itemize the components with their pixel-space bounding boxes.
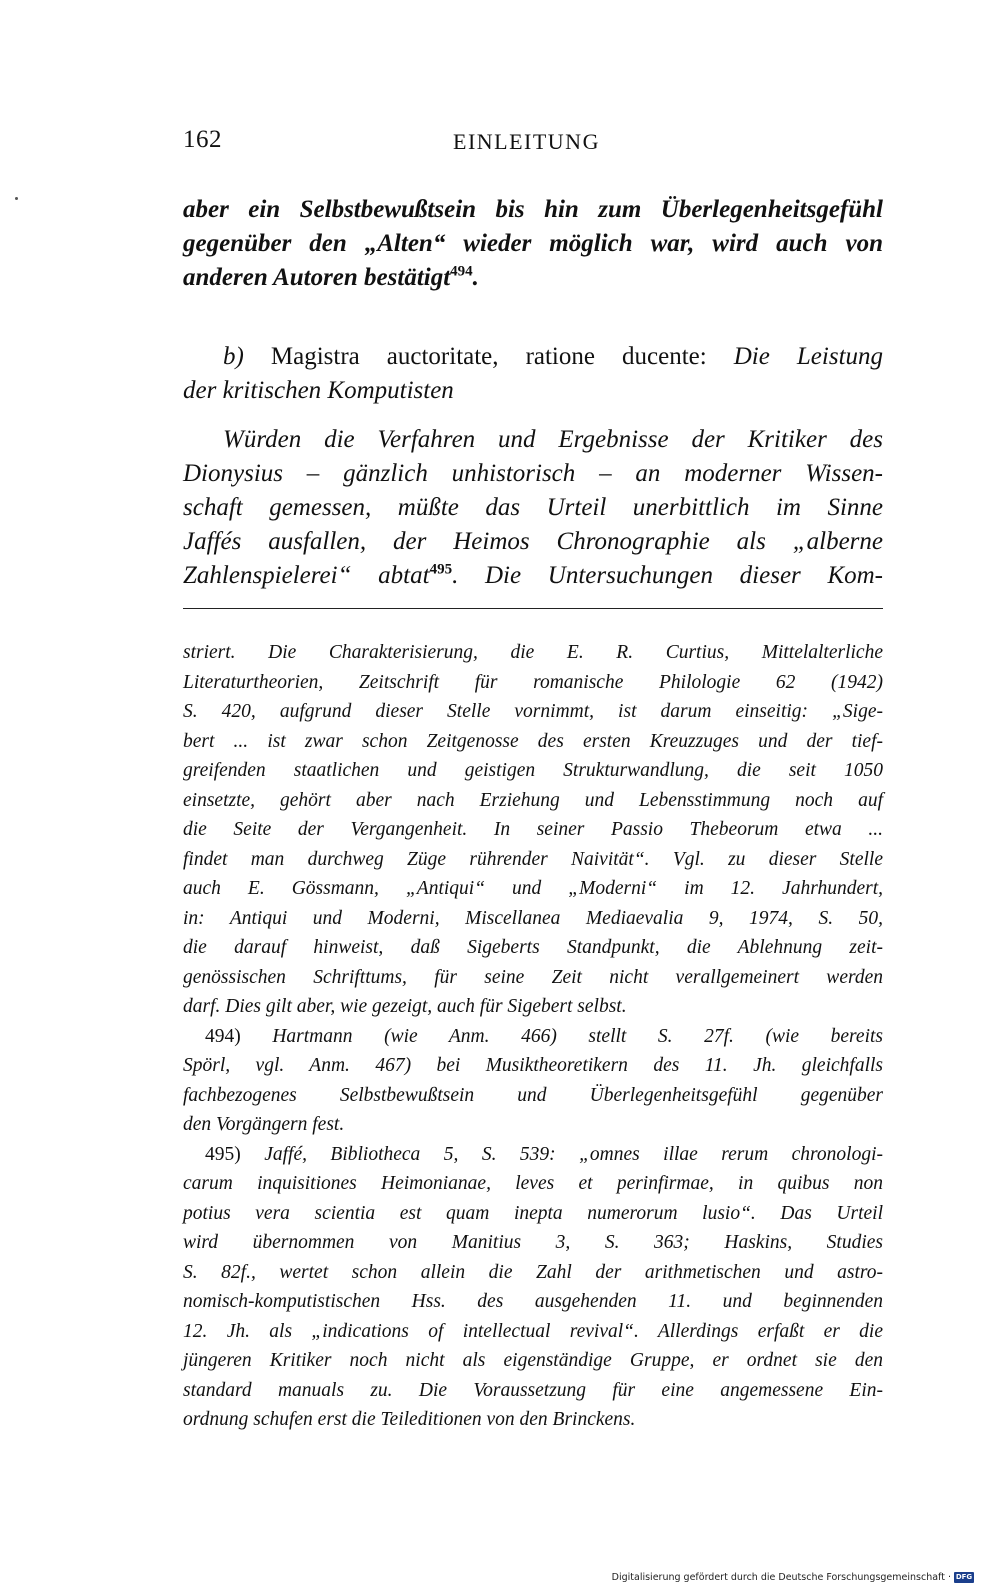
footnote-line: S. 420, aufgrund dieser Stelle vornimmt, ist darum einseitig: „Sige- <box>183 701 883 722</box>
footnote-line: Literaturtheorien, Zeitschrift für romanische Philologie 62 (1942) <box>183 671 883 693</box>
intro-line: aber ein Selbstbewußtsein bis hin zum Überlegenheitsgefühl <box>183 196 883 223</box>
footnote-line: den Vorgängern fest. <box>183 1114 345 1135</box>
credit-text: Digitalisierung gefördert durch die Deutsche Forschungsgemeinschaft · <box>611 1572 951 1583</box>
main-line: Jaffés ausfallen, der Heimos Chronographie als „alberne <box>183 528 883 555</box>
footnote-line: striert. Die Charakterisierung, die E. R. Curtius, Mittelalterliche <box>183 642 883 663</box>
footnote-line: S. 82f., wertet schon allein die Zahl der arithmetischen und astro- <box>183 1261 883 1283</box>
footnote-first-text: Jaffé, Bibliotheca 5, S. 539: „omnes illae rerum chronologi- <box>264 1143 884 1165</box>
footnote-line: Spörl, vgl. Anm. 467) bei Musiktheoretikern des 11. Jh. gleichfalls <box>183 1055 883 1076</box>
footnote-separator <box>183 608 883 609</box>
footnote-number: 494) <box>205 1025 241 1047</box>
footnote-line: einsetzte, gehört aber nach Erziehung und Lebensstimmung noch auf <box>183 789 883 811</box>
footnote-line: in: Antiqui und Moderni, Miscellanea Mediaevalia 9, 1974, S. 50, <box>183 907 883 929</box>
footnote-line: carum inquisitiones Heimonianae, leves et perinfirmae, in quibus non <box>183 1173 883 1194</box>
footnote-line: genössischen Schrifttums, für seine Zeit nicht verallgemeinert werden <box>183 966 883 988</box>
section-title-german-continued: der kritischen Komputisten <box>183 377 454 404</box>
intro-line: gegenüber den „Alten“ wieder möglich war, wird auch von <box>183 230 883 257</box>
main-line: Würden die Verfahren und Ergebnisse der Kritiker des <box>223 426 883 453</box>
footnote-line: wird übernommen von Manitius 3, S. 363; Haskins, Studies <box>183 1232 883 1253</box>
scan-speck <box>15 197 18 200</box>
dfg-logo-icon: DFG <box>955 1573 973 1581</box>
footnote-line: greifenden staatlichen und geistigen Strukturwandlung, die seit 1050 <box>183 760 883 781</box>
main-line <box>183 559 883 593</box>
footnote-line: 12. Jh. als „indications of intellectual revival“. Allerdings erfaßt er die <box>183 1320 883 1342</box>
footnote-line <box>183 1022 883 1052</box>
page-number: 162 <box>183 126 222 153</box>
digitization-credit <box>612 1572 974 1583</box>
section-heading <box>183 340 883 408</box>
section-title-latin: Magistra auctoritate, ratione ducente: <box>270 343 707 370</box>
footnote-line: darf. Dies gilt aber, wie gezeigt, auch für Sigebert selbst. <box>183 996 627 1017</box>
footnote-494 <box>183 1022 883 1140</box>
intro-paragraph <box>183 193 883 295</box>
main-line: Dionysius – gänzlich unhistorisch – an moderner Wissen- <box>183 460 883 487</box>
section-label: b) <box>223 343 244 370</box>
footnote-line: die darauf hinweist, daß Sigeberts Standpunkt, die Ablehnung zeit- <box>183 937 883 958</box>
footnote-ref-495: 495 <box>429 561 453 578</box>
footnote-line: die Seite der Vergangenheit. In seiner Passio Thebeorum etwa ... <box>183 819 883 840</box>
running-head: EINLEITUNG <box>453 129 600 154</box>
footnote-line: potius vera scientia est quam inepta numerorum lusio“. Das Urteil <box>183 1202 883 1224</box>
page-header <box>183 126 883 162</box>
footnote-continued <box>183 638 883 1022</box>
footnote-line: standard manuals zu. Die Voraussetzung für eine angemessene Ein- <box>183 1379 883 1401</box>
main-paragraph <box>183 423 883 593</box>
main-line: schaft gemessen, müßte das Urteil unerbittlich im Sinne <box>183 494 883 521</box>
footnote-line: bert ... ist zwar schon Zeitgenosse des ersten Kreuzzuges und der tief- <box>183 730 883 752</box>
section-title-german: Die Leistung <box>733 343 884 370</box>
main-last-text-b: . Die Untersuchungen dieser Kom- <box>452 562 883 589</box>
footnote-first-text: Hartmann (wie Anm. 466) stellt S. 27f. (wie bereits <box>272 1025 884 1047</box>
footnotes <box>183 638 883 1435</box>
footnote-number: 495) <box>205 1143 241 1165</box>
footnote-line: ordnung schufen erst die Teileditionen von den Brinckens. <box>183 1409 636 1430</box>
footnote-line <box>183 1140 883 1170</box>
footnote-line: jüngeren Kritiker noch nicht als eigenständige Gruppe, er ordnet sie den <box>183 1350 883 1371</box>
footnote-line: findet man durchweg Züge rührender Naivität“. Vgl. zu dieser Stelle <box>183 848 883 870</box>
intro-line <box>183 261 883 295</box>
main-last-text-a: Zahlenspielerei“ abtat <box>183 562 430 589</box>
section-heading-line-1 <box>183 340 883 374</box>
intro-end-punct: . <box>472 264 479 291</box>
footnote-line: fachbezogenes Selbstbewußtsein und Überlegenheitsgefühl gegenüber <box>183 1084 883 1106</box>
footnote-line: auch E. Gössmann, „Antiqui“ und „Moderni“ im 12. Jahrhundert, <box>183 878 883 899</box>
footnote-495 <box>183 1140 883 1435</box>
intro-last-text: anderen Autoren bestätigt <box>183 264 451 291</box>
footnote-line: nomisch-komputistischen Hss. des ausgehenden 11. und beginnenden <box>183 1291 883 1312</box>
footnote-ref-494: 494 <box>450 263 473 280</box>
